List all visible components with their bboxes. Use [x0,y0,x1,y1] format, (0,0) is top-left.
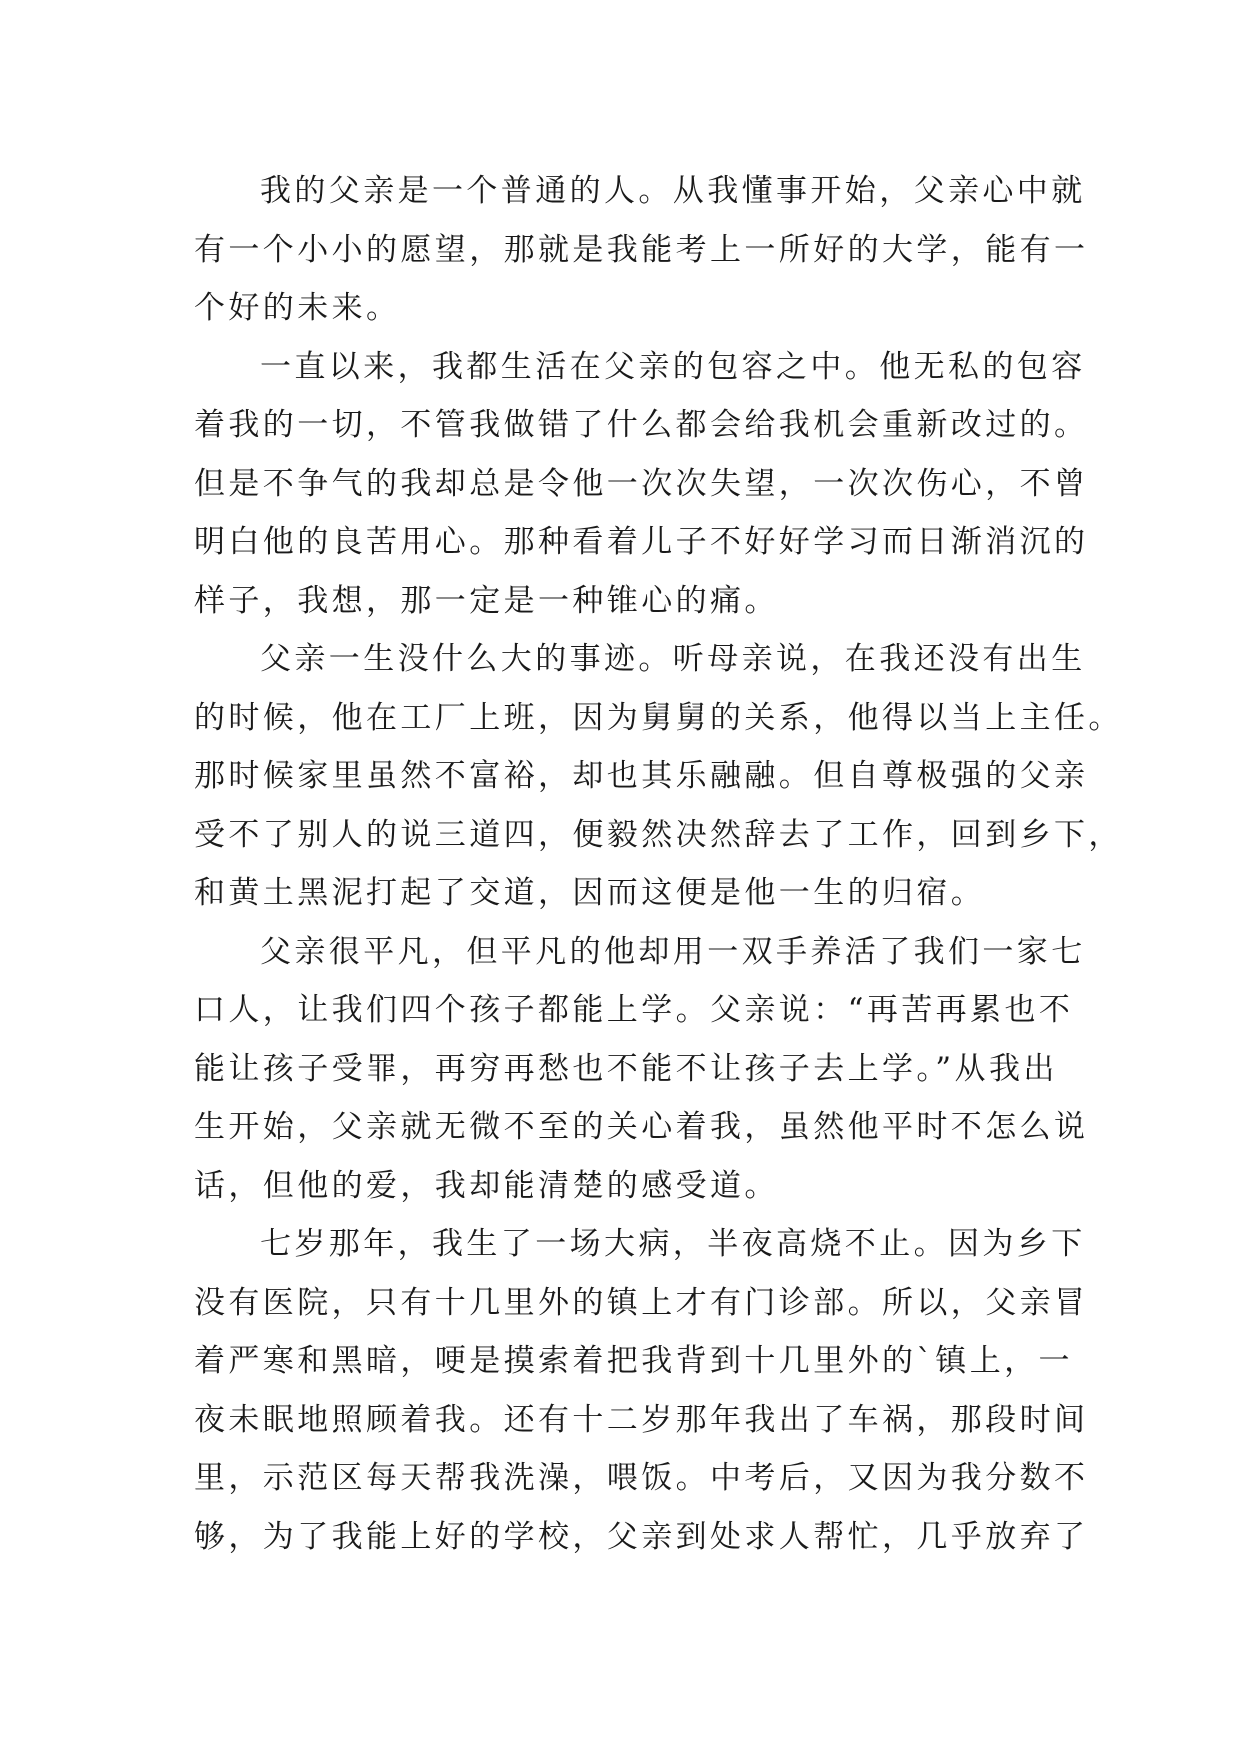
paragraph-3-line-2: 的时候，他在工厂上班，因为舅舅的关系，他得以当上主任。 [194,699,1123,736]
paragraph-2-line-3: 但是不争气的我却总是令他一次次失望，一次次伤心，不曾 [194,465,1089,502]
paragraph-3-line-1: 父亲一生没什么大的事迹。听母亲说，在我还没有出生 [260,641,1086,677]
paragraph-5-line-1: 七岁那年，我生了一场大病，半夜高烧不止。因为乡下 [260,1226,1086,1262]
paragraph-2-line-2: 着我的一切，不管我做错了什么都会给我机会重新改过的。 [194,407,1089,443]
paragraph-5-line-6: 够，为了我能上好的学校，父亲到处求人帮忙，几乎放弃了 [194,1518,1089,1555]
paragraph-1-line-3: 个好的未来。 [194,290,401,326]
paragraph-4-line-1: 父亲很平凡，但平凡的他却用一双手养活了我们一家七 [260,933,1086,970]
paragraph-5-line-3: 着严寒和黑暗，哽是摸索着把我背到十几里外的`镇上，一 [194,1343,1073,1379]
paragraph-4-line-2: 口人，让我们四个孩子都能上学。父亲说：“再苦再累也不 [194,992,1074,1028]
paragraph-3-line-5: 和黄土黑泥打起了交道，因而这便是他一生的归宿。 [194,875,986,911]
paragraph-5-line-2: 没有医院，只有十几里外的镇上才有门诊部。所以，父亲冒 [194,1284,1089,1321]
paragraph-5-line-5: 里，示范区每天帮我洗澡，喂饭。中考后，又因为我分数不 [194,1460,1089,1496]
body-text [194,162,1123,1566]
paragraph-1-line-2: 有一个小小的愿望，那就是我能考上一所好的大学，能有一 [194,231,1089,268]
paragraph-5-line-4: 夜未眠地照顾着我。还有十二岁那年我出了车祸，那段时间 [194,1401,1089,1438]
paragraph-4-line-4: 生开始，父亲就无微不至的关心着我，虽然他平时不怎么说 [194,1109,1089,1145]
paragraph-2-line-1: 一直以来，我都生活在父亲的包容之中。他无私的包容 [260,348,1086,385]
paragraph-1-line-1: 我的父亲是一个普通的人。从我懂事开始，父亲心中就 [260,173,1086,209]
paragraph-2-line-5: 样子，我想，那一定是一种锥心的痛。 [194,582,779,619]
paragraph-2-line-4: 明白他的良苦用心。那种看着儿子不好好学习而日渐消沉的 [194,524,1089,560]
paragraph-4-line-5: 话，但他的爱，我却能清楚的感受道。 [194,1167,779,1204]
paragraph-4-line-3: 能让孩子受罪，再穷再愁也不能不让孩子去上学。”从我出 [194,1050,1058,1087]
paragraph-3-line-4: 受不了别人的说三道四，便毅然决然辞去了工作，回到乡下， [194,816,1123,853]
paragraph-3-line-3: 那时候家里虽然不富裕，却也其乐融融。但自尊极强的父亲 [194,758,1089,794]
